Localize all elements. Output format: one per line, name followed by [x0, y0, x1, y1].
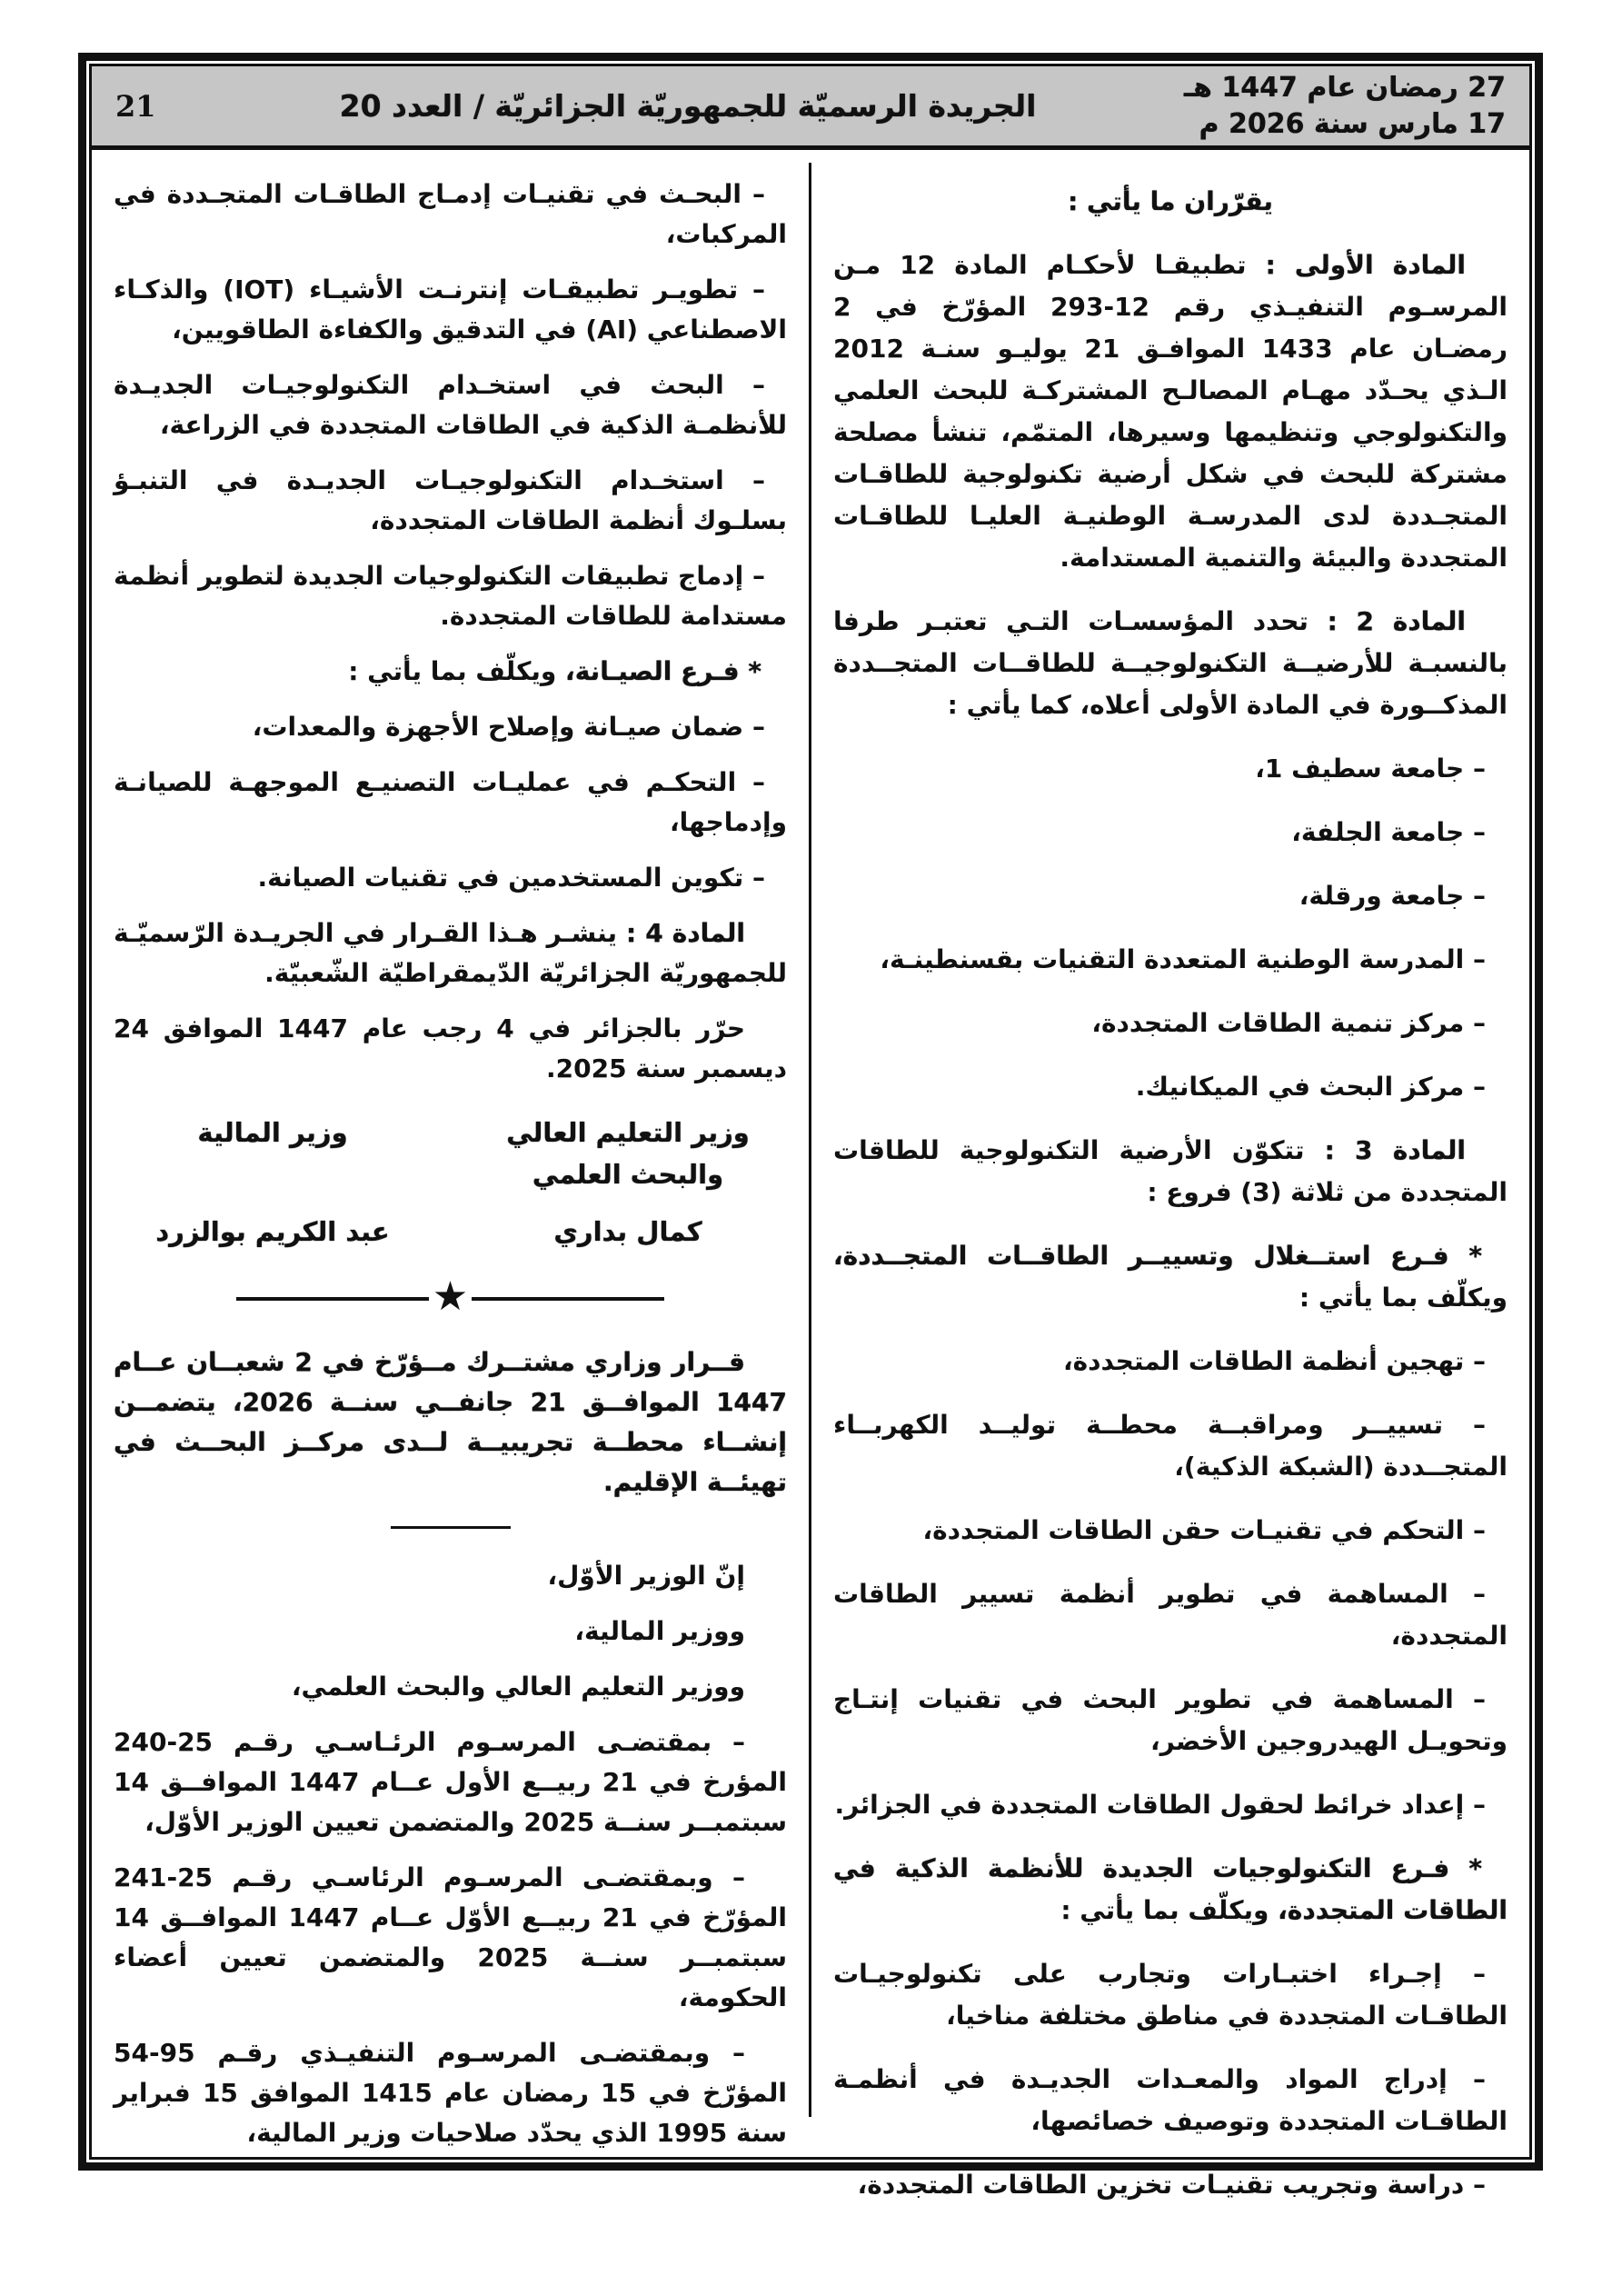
paragraph-text: – المساهمة في تطوير البحث في تقنيات إنتـاج وتحويـل الهيدروجين الأخضر،	[833, 1684, 1508, 1756]
paragraph-text: ينشـر هـذا القـرار في الجريـدة الرّسميّـة للجمهوريّة الجزائريّة الدّيمقراطيّة الشّعبيّة.	[114, 918, 787, 988]
divider-line	[472, 1297, 664, 1301]
paragraph	[833, 1848, 1508, 1932]
paragraph	[833, 939, 1508, 981]
column-right	[833, 159, 1508, 2228]
paragraph-text: – تهجين أنظمة الطاقات المتجددة،	[1062, 1346, 1486, 1376]
paragraph-text: – إدراج المواد والمعـدات الجديـدة في أنظمـة الطاقـات المتجددة وتوصيف خصائصها،	[833, 2064, 1508, 2136]
paragraph	[114, 1556, 787, 1596]
paragraph-text: – ضمان صيـانة وإصلاح الأجهزة والمعدات،	[252, 712, 765, 742]
paragraph-text: – وبمقتضـى المرسـوم الرئاسـي رقـم 25-241 المؤرّخ في 21 ربيــع الأوّل عــام 1447 الموافــق 14 سبتمبــر سنــة 2025 والمتضمن تعيين أعضاء الحكومة،	[114, 1862, 787, 2012]
decree-title: قــرار وزاري مشتــرك مــؤرّخ في 2 شعبــان عــام 1447 الموافــق 21 جانفــي سنــة 2026، يتضمــن إنشــاء محطــة تجريبيــة لــدى مركــز البحــث في تهيئــة الإقليم.	[114, 1347, 787, 1497]
paragraph	[114, 1667, 787, 1707]
gazette-title: الجريدة الرسميّة للجمهوريّة الجزائريّة / العدد 20	[339, 88, 1037, 124]
paragraph	[114, 461, 787, 541]
paragraph	[833, 875, 1508, 917]
paragraph-text: حرّر بالجزائر في 4 رجب عام 1447 الموافق 24 ديسمبر سنة 2025.	[114, 1013, 787, 1083]
page-content	[92, 150, 1529, 2228]
paragraph	[833, 1404, 1508, 1488]
paragraph-text: – جامعة سطيف 1،	[1255, 754, 1486, 784]
paragraph-lead: المادة الأولى :	[1246, 250, 1467, 280]
paragraph	[833, 1679, 1508, 1762]
minister-title: وزير المالية	[197, 1117, 348, 1148]
paragraph-text: – جامعة الجلفة،	[1291, 817, 1486, 847]
paragraph-text: – التحكـم في عمليـات التصنيـع الموجهـة للصيانـة وإدماجها،	[114, 767, 787, 837]
date-gregorian: 17 مارس سنة 2026 م	[1199, 107, 1506, 140]
column-divider	[809, 163, 811, 2117]
paragraph-text: ووزير المالية،	[574, 1616, 745, 1646]
paragraph-text: – المدرسة الوطنية المتعددة التقنيات بقسنطينـة،	[880, 944, 1486, 974]
signature-finance-minister	[123, 1112, 423, 1252]
minister-name: عبد الكريم بوالزرد	[155, 1216, 390, 1247]
paragraph-text: ويكلّف بما يأتي :	[1060, 1895, 1269, 1925]
paragraph-lead: المادة 2 :	[1308, 606, 1466, 636]
divider-line	[236, 1297, 429, 1301]
paragraph-text: – إعداد خرائط لحقول الطاقات المتجددة في الجزائر.	[834, 1790, 1486, 1820]
paragraph-text: تتكوّن الأرضية التكنولوجية للطاقات المتجددة من ثلاثة (3) فروع :	[833, 1135, 1508, 1207]
paragraph	[114, 763, 787, 843]
paragraph-text: – تطويـر تطبيقـات إنترنـت الأشيـاء (IOT) والذكـاء الاصطناعي (AI) في التدقيق والكفاءة الطاقويين،	[114, 275, 787, 344]
masthead-dates	[1115, 70, 1506, 143]
paragraph	[114, 1858, 787, 2018]
paragraph-text: – دراسة وتجريب تقنيـات تخزين الطاقات المتجددة،	[857, 2170, 1486, 2200]
paragraph	[114, 652, 787, 692]
paragraph	[114, 1009, 787, 1089]
paragraph	[833, 245, 1508, 579]
paragraph	[114, 707, 787, 747]
paragraph-text: ويكلّف بما يأتي :	[1299, 1283, 1508, 1313]
masthead	[92, 66, 1529, 150]
paragraph-list	[114, 175, 787, 1089]
paragraph-text: يقرّران ما يأتي :	[1068, 186, 1273, 216]
paragraph-list	[114, 1556, 787, 2153]
paragraph-lead: * فـرع التكنولوجيات الجديدة للأنظمة الذكية في الطاقات المتجددة،	[833, 1853, 1508, 1925]
signature-higher-education-minister	[478, 1112, 778, 1252]
date-hijri: 27 رمضان عام 1447 هـ	[1183, 71, 1506, 104]
paragraph-list	[833, 181, 1508, 2206]
paragraph-text: – المساهمة في تطوير أنظمة تسيير الطاقات المتجددة،	[833, 1579, 1508, 1651]
paragraph	[833, 1130, 1508, 1213]
paragraph	[833, 1235, 1508, 1319]
paragraph-text: – تكوين المستخدمين في تقنيات الصيانة.	[257, 863, 765, 893]
paragraph	[114, 365, 787, 445]
paragraph-text: – جامعة ورقلة،	[1299, 881, 1486, 911]
paragraph-text: تحدد المؤسسـات التـي تعتبـر طرفا بالنسبـة للأرضيــة التكنولوجيــة للطاقــات المتجــددة المذكــورة في المادة الأولى أعلاه، كما يأتي :	[833, 606, 1508, 720]
paragraph-text: – مركز تنمية الطاقات المتجددة،	[1091, 1008, 1486, 1038]
page-number: 21	[115, 88, 156, 124]
minister-name: كمال بداري	[553, 1216, 702, 1247]
paragraph	[833, 812, 1508, 854]
paragraph	[114, 556, 787, 636]
section-divider	[391, 1526, 511, 1529]
paragraph	[833, 1784, 1508, 1826]
paragraph	[833, 1003, 1508, 1044]
paragraph-text: – مركز البحث في الميكانيك.	[1135, 1072, 1486, 1102]
paragraph-lead: المادة 4 :	[617, 918, 745, 948]
paragraph	[114, 858, 787, 898]
paragraph	[114, 175, 787, 255]
paragraph	[833, 601, 1508, 726]
paragraph	[833, 1341, 1508, 1383]
paragraph	[833, 2059, 1508, 2142]
paragraph-lead: * فـرع استــغلال وتسييــر الطاقــات المتجــددة،	[833, 1241, 1482, 1271]
star-divider	[114, 1273, 787, 1320]
paragraph	[833, 181, 1508, 223]
paragraph	[833, 1953, 1508, 2037]
paragraph-text: – استخـدام التكنولوجيـات الجديـدة في التنبـؤ بسلـوك أنظمة الطاقات المتجددة،	[114, 465, 787, 535]
paragraph-text: – إدماج تطبيقات التكنولوجيات الجديدة لتطوير أنظمة مستدامة للطاقات المتجددة.	[114, 561, 787, 631]
paragraph-lead: المادة 3 :	[1304, 1135, 1466, 1165]
paragraph-text: – التحكم في تقنيـات حقن الطاقات المتجددة،	[922, 1515, 1486, 1545]
page-frame-inner	[89, 64, 1532, 2200]
paragraph	[833, 748, 1508, 790]
paragraph-text: – البحـث في تقنيـات إدمـاج الطاقـات المتجـددة في المركبات،	[114, 179, 787, 249]
paragraph-text: ووزير التعليم العالي والبحث العلمي،	[291, 1672, 745, 1702]
paragraph	[114, 1612, 787, 1652]
paragraph-text: إنّ الوزير الأوّل،	[547, 1561, 745, 1591]
page-frame	[78, 53, 1543, 2200]
minister-title: وزير التعليم العالي والبحث العلمي	[506, 1117, 750, 1190]
paragraph-text: – بمقتضـى المرسـوم الرئـاسـي رقـم 25-240 المؤرخ في 21 ربيــع الأول عــام 1447 الموافــق 14 سبتمبــر سنــة 2025 والمتضمن تعيين الوزير الأوّل،	[114, 1727, 787, 1837]
signature-block	[114, 1104, 787, 1252]
paragraph-text: – إجـراء اختبـارات وتجارب على تكنولوجيـات الطاقـات المتجددة في مناطق مختلفة مناخيا،	[833, 1959, 1508, 2031]
paragraph-text: – وبمقتضـى المرسـوم التنفيـذي رقـم 95-54 المؤرّخ في 15 رمضان عام 1415 الموافق 15 فبراير سنة 1995 الذي يحدّد صلاحيات وزير المالية،	[114, 2038, 787, 2148]
paragraph-text: ويكلّف بما يأتي :	[348, 656, 557, 686]
paragraph	[833, 1510, 1508, 1552]
paragraph	[114, 2033, 787, 2153]
paragraph-text: – تسييــر ومراقبــة محطــة توليــد الكهربــاء المتجــددة (الشبكة الذكية)،	[833, 1410, 1508, 1482]
paragraph	[114, 1722, 787, 1842]
paragraph	[833, 2164, 1508, 2206]
paragraph	[114, 270, 787, 350]
paragraph	[114, 913, 787, 993]
paragraph-text: – البحث في استخـدام التكنولوجيـات الجديـدة للأنظمـة الذكية في الطاقات المتجددة في الزراعة،	[114, 370, 787, 440]
paragraph	[833, 1573, 1508, 1657]
star-icon: ★	[432, 1273, 469, 1320]
paragraph-text: تطبيقـا لأحكـام المادة 12 مـن المرسـوم التنفيـذي رقم 12-293 المؤرّخ في 2 رمضـان عام 1433 الموافـق 21 يوليـو سنـة 2012 الـذي يحـدّد مهـام المصالـح المشتركـة للبحث العلمي والتكنولوجي وتنظيمها وسيرها، المتمّم، تنشأ مصلحة مشتركة للبحث في شكل أرضية تكنولوجية للطاقـات المتجـددة لدى المدرسـة الوطنيـة العليـا للطاقـات المتجددة والبيئة والتنمية المستدامة.	[833, 250, 1508, 573]
column-left	[114, 159, 787, 2228]
paragraph-lead: * فـرع الصيـانة،	[556, 656, 761, 686]
paragraph	[833, 1066, 1508, 1108]
